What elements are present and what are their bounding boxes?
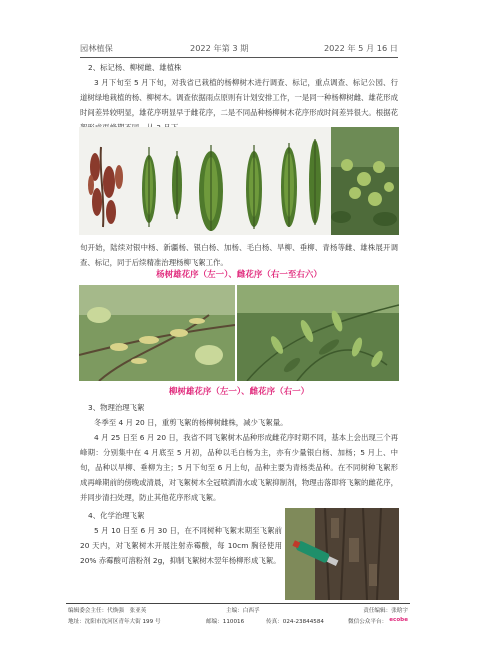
section-2-paragraph: 3 月下旬至 5 月下旬，对我省已栽植的杨柳树木进行调查、标记，重点调查、标记公园、行道树绿地栽植的杨、柳树木。调查依据雨点原则有计划安排工作，一是同一种杨柳树雌、雄花形成时间差异较明显，雄花序明显早于雌花序，二是不同品种杨柳树木花序形成时间差异很大。根据花 [80, 78, 398, 117]
footer-address: 地址：沈阳市沈河区青年大街 199 号 [68, 619, 161, 625]
footer-postcode: 邮编：110016 [206, 619, 245, 625]
poplar-caption: 杨树雄花序（左一）、雌花序（右一至右六） [156, 270, 322, 280]
tree-injection-illustration [285, 508, 399, 600]
middle-text-block [80, 240, 398, 270]
poplar-catkins-illustration [79, 127, 399, 235]
willow-female-illustration [237, 285, 399, 381]
section-3-paragraph-2: 4 月 25 日至 6 月 20 日，我省不同飞絮树木品种形成雌花序时期不同，基本上会出现三个再峰期：分别集中在 4 月底至 5 月初，品种以毛白杨为主，亦有少量银白杨、加杨；5 月上、中旬，品种以旱柳、垂柳为主；5 月下旬至 6 月上旬，品种主要为青杨类品种。在不同树种飞絮形成再峰期前的傍晚或清晨，对飞絮树木全冠喷洒清水或飞絮抑制剂，物理击落即将飞絮的雌花序，并同步清扫处理，防止其他花序形成飞絮。 [80, 433, 398, 502]
section-4-paragraph-1: 5 月 10 日至 6 月 30 日，在不同树种飞絮末期至飞絮前 20 天内，对飞絮树木开展注射赤霉酸，每 10cm 胸径使用 20% 赤霉酸可溶粉剂 2g，抑制飞絮树木翌年杨柳形成飞絮。 [80, 526, 282, 565]
section-3-block [80, 400, 398, 505]
footer-chief-editor: 主编：白西孚 [226, 608, 260, 614]
section-2-title: 2、标记杨、柳树雌、雄植株 [88, 63, 182, 72]
journal-name: 园林植保 [80, 43, 113, 53]
issue-date: 2022 年 5 月 16 日 [323, 43, 398, 53]
footer-fax: 传真：024-23844584 [266, 619, 324, 625]
willow-caption: 柳树雄花序（左一）、雌花序（右一） [168, 387, 310, 397]
middle-paragraph: 旬开始，陆续对银中杨、新疆杨、银白杨、加杨、毛白杨、旱柳、垂柳、青杨等雌、雄株展开调查、标记，同于后续精准治理杨柳飞絮工作。 [80, 243, 398, 267]
footer-wechat-label: 微信公众平台： [348, 619, 388, 625]
footer-responsible-editor: 责任编辑：张晗宇 [363, 608, 408, 614]
willow-male-illustration [79, 285, 235, 381]
section-3-paragraph-1: 冬季至 4 月 20 日，重剪飞絮的杨柳树雌株，减少飞絮量。 [94, 418, 288, 427]
willow-male-catkin-photo [79, 285, 235, 381]
page-footer [66, 603, 410, 626]
footer-line-2 [66, 617, 410, 626]
tree-injection-photo [285, 508, 399, 600]
section-3-title: 3、物理治理飞絮 [88, 403, 145, 412]
section-4-title: 4、化学治理飞絮 [88, 511, 145, 520]
section-4-block [80, 508, 282, 568]
top-text-block [80, 60, 398, 135]
footer-wechat-brand: ecobe [389, 617, 408, 623]
issue-number: 2022 年第 3 期 [190, 43, 249, 53]
footer-editors: 编辑委会主任：代焕强 张亚英 [68, 608, 147, 614]
footer-line-1 [66, 606, 410, 615]
page-header [80, 43, 398, 58]
poplar-catkins-photo [79, 127, 399, 235]
willow-female-catkin-photo [237, 285, 399, 381]
